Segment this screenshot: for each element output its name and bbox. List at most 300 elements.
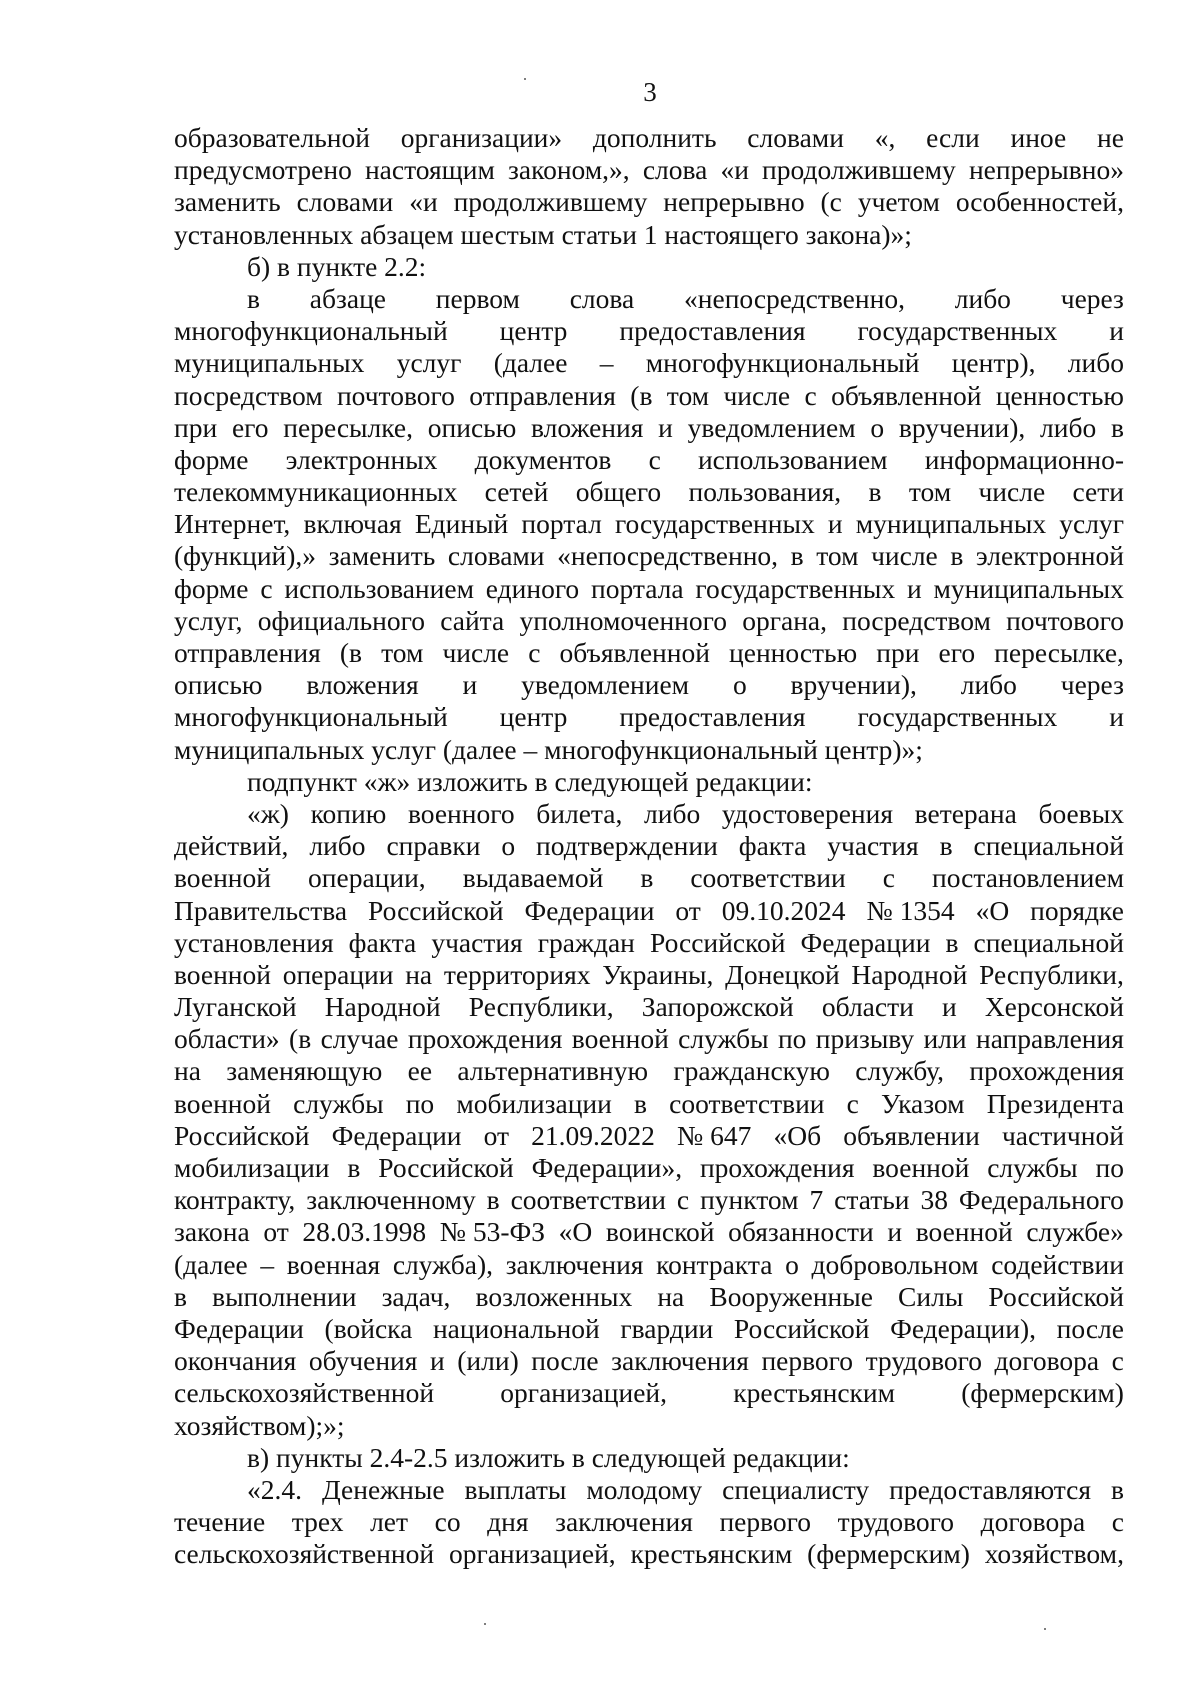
text-line: [174, 895, 1124, 927]
word: по: [405, 1087, 435, 1119]
word: (фермерским): [807, 1538, 970, 1570]
word: почтового: [336, 379, 455, 411]
word: установления: [174, 926, 334, 958]
word: государственных: [857, 701, 1058, 733]
word: военной: [915, 1216, 1013, 1248]
word: посредством: [174, 379, 323, 411]
word: в: [347, 1152, 361, 1183]
word: «непосредственно,: [684, 282, 905, 314]
word: муниципальных: [933, 572, 1124, 604]
word: от: [483, 1119, 510, 1151]
word: альтернативную: [457, 1055, 648, 1087]
word: призыву: [815, 1023, 915, 1055]
word: продолжившему: [453, 186, 648, 218]
word: (или): [457, 1345, 519, 1377]
word: и: [658, 411, 673, 443]
word: форме: [174, 572, 249, 604]
word: «О: [975, 894, 1010, 926]
word: уполномоченного: [519, 604, 727, 636]
text-line: [174, 186, 1124, 218]
word: содействии: [991, 1248, 1124, 1280]
text-line: установленных абзацем шестым статьи 1 настоящего закона)»;: [174, 218, 912, 250]
word: соответствии: [690, 862, 846, 894]
word: с: [1111, 1506, 1124, 1538]
word: окончания: [174, 1345, 297, 1377]
word: уведомлением: [521, 669, 690, 701]
text-line: [174, 830, 1124, 862]
word: «О: [558, 1216, 593, 1248]
word: направления: [976, 1023, 1124, 1055]
word: Федерации: [524, 894, 655, 926]
text-line: [174, 122, 1124, 154]
word: заменить: [174, 186, 281, 218]
word: услуг: [1059, 508, 1124, 540]
word: Интернет,: [174, 508, 291, 540]
word: (фермерским): [961, 1377, 1124, 1409]
word: продолжившему: [762, 154, 956, 186]
word: вручении),: [790, 669, 917, 701]
word: обучения: [308, 1345, 418, 1377]
word: служба),: [392, 1248, 494, 1280]
word: прохождения: [699, 1152, 855, 1183]
word: образовательной: [174, 122, 370, 153]
word: военной: [174, 1087, 271, 1119]
word: боевых: [1038, 797, 1124, 829]
word: операции,: [308, 862, 426, 894]
word: (в: [630, 379, 653, 411]
text-line: [174, 701, 1124, 733]
word: Народной: [851, 958, 968, 990]
word: предоставления: [619, 701, 806, 733]
word: Федерации»,: [531, 1152, 683, 1183]
word: специалисту: [722, 1473, 870, 1505]
word: словами: [447, 540, 545, 572]
word: пользования,: [688, 476, 842, 508]
text-line: [174, 1120, 1124, 1152]
word: включая: [303, 508, 402, 540]
word: Федерации: [174, 1312, 304, 1344]
word: о: [732, 669, 747, 701]
word: предоставляются: [889, 1473, 1091, 1505]
word: через: [1060, 669, 1124, 701]
text-line: [174, 1249, 1124, 1281]
word: непрерывно»: [968, 154, 1124, 186]
word: сети: [1072, 476, 1124, 508]
word: лет: [370, 1506, 409, 1538]
word: с: [260, 572, 273, 604]
word: сетей: [484, 476, 549, 508]
word: с: [648, 443, 661, 475]
text-line: [174, 380, 1124, 412]
word: многофункциональный: [174, 701, 448, 733]
word: мобилизации: [456, 1087, 612, 1119]
text-line: [174, 1506, 1124, 1538]
word: организации»: [400, 122, 563, 153]
word: официального: [257, 604, 425, 636]
word: закона: [174, 1216, 250, 1248]
word: Республики,: [468, 991, 614, 1023]
text-line: [174, 1184, 1124, 1216]
word: области: [821, 991, 914, 1023]
text-line: [174, 573, 1124, 605]
word: «непосредственно,: [557, 540, 779, 572]
word: билета,: [536, 797, 623, 829]
word: контракту,: [174, 1184, 296, 1216]
word: граждан: [537, 926, 635, 958]
word: числе: [871, 540, 938, 572]
text-line: [174, 315, 1124, 347]
word: службе»: [1026, 1216, 1124, 1248]
word: организацией,: [500, 1377, 668, 1409]
word: службы: [293, 1087, 384, 1119]
word: договора: [980, 1506, 1086, 1538]
word: дополнить: [592, 122, 717, 153]
word: и: [462, 669, 478, 701]
text-line: подпункт «ж» изложить в следующей редакции:: [247, 765, 813, 797]
word: 7: [809, 1184, 824, 1216]
word: многофункциональный: [174, 315, 448, 347]
word: статьи: [834, 1184, 910, 1216]
word: словами: [296, 186, 394, 218]
word: в: [174, 1280, 187, 1312]
text-line: [174, 476, 1124, 508]
word: информационно-: [924, 443, 1124, 475]
word: электронных: [285, 443, 438, 475]
word: течение: [174, 1506, 266, 1538]
word: Донецкой: [725, 958, 840, 990]
word: если: [926, 122, 980, 153]
word: военной: [872, 1152, 970, 1183]
word: о: [501, 830, 516, 862]
text-line: [174, 1055, 1124, 1087]
word: в: [1110, 411, 1124, 443]
word: Единый: [414, 508, 509, 540]
word: службы: [987, 1152, 1078, 1183]
word: Федерации: [800, 926, 931, 958]
word: в: [486, 1184, 500, 1216]
word: с: [804, 379, 817, 411]
word: «и: [720, 154, 749, 186]
word: объявлении: [843, 1119, 980, 1151]
word: предоставления: [619, 315, 806, 347]
word: и: [906, 572, 922, 604]
word: вложения: [306, 669, 419, 701]
word: военной: [174, 958, 271, 990]
word: факта: [348, 926, 417, 958]
word: Российской: [368, 894, 504, 926]
word: с: [676, 1184, 690, 1216]
word: муниципальных: [174, 347, 365, 379]
word: Российской: [378, 1152, 514, 1183]
word: вложения: [531, 411, 644, 443]
word: обязанности: [728, 1216, 874, 1248]
word: Республики,: [979, 958, 1124, 990]
word: в: [790, 540, 804, 572]
word: Федерального: [958, 1184, 1124, 1216]
word: заменить: [328, 540, 436, 572]
text-line: [174, 1538, 1124, 1570]
word: либо: [644, 797, 701, 829]
word: либо: [1067, 347, 1124, 379]
word: хозяйством,: [984, 1538, 1124, 1570]
word: службу,: [855, 1055, 945, 1087]
word: услуг: [396, 347, 462, 379]
word: Президента: [986, 1087, 1124, 1119]
word: услуг,: [174, 604, 243, 636]
text-line: [174, 991, 1124, 1023]
word: Херсонской: [984, 991, 1124, 1023]
word: с: [882, 862, 895, 894]
word: общего: [575, 476, 662, 508]
word: дня: [487, 1506, 529, 1538]
word: органа,: [742, 604, 828, 636]
word: многофункциональный: [645, 347, 920, 379]
word: прохождения: [407, 1023, 563, 1055]
word: портала: [590, 572, 684, 604]
word: пунктом: [700, 1184, 799, 1216]
word: Народной: [324, 991, 441, 1023]
word: соответствии: [510, 1184, 666, 1216]
word: либо: [960, 669, 1017, 701]
word: участия: [827, 830, 919, 862]
scan-speck: [524, 78, 526, 80]
word: числе: [978, 476, 1046, 508]
word: Федерации),: [890, 1312, 1037, 1344]
word: соответствии: [669, 1087, 825, 1119]
word: Российской: [988, 1280, 1124, 1312]
word: либо: [954, 282, 1011, 314]
word: заключения: [611, 1345, 749, 1377]
text-line: [174, 1474, 1124, 1506]
word: (функций),»: [174, 540, 317, 572]
word: том: [666, 379, 710, 411]
word: «2.4.: [247, 1473, 302, 1505]
word: в: [950, 540, 964, 572]
word: возложенных: [475, 1280, 633, 1312]
text-line: [174, 605, 1124, 637]
text-line: [174, 1023, 1124, 1055]
word: государственных: [857, 315, 1058, 347]
word: операции: [282, 958, 394, 990]
word: посредством: [842, 604, 991, 636]
word: и: [1109, 701, 1124, 733]
word: прохождения: [969, 1055, 1124, 1087]
word: использованием: [697, 443, 888, 475]
word: слова: [642, 154, 708, 186]
text-line: хозяйством);»;: [174, 1409, 345, 1441]
word: действий,: [174, 830, 289, 862]
word: военной: [174, 862, 271, 894]
word: постановлением: [932, 862, 1124, 894]
word: территориях: [443, 958, 591, 990]
text-line: [174, 637, 1124, 669]
word: законом,»,: [508, 154, 630, 186]
word: 38: [920, 1184, 948, 1216]
word: центр),: [951, 347, 1036, 379]
text-line: [174, 347, 1124, 379]
word: молодому: [586, 1473, 703, 1505]
word: единого: [485, 572, 580, 604]
word: его: [231, 411, 269, 443]
text-line: [174, 669, 1124, 701]
word: государственных: [614, 508, 815, 540]
word: описью: [427, 411, 517, 443]
word: крестьянским: [630, 1538, 793, 1570]
word: 21.09.2022: [531, 1119, 655, 1151]
word: копию: [310, 797, 387, 829]
page-number: 3: [643, 77, 657, 107]
word: объявленной: [831, 379, 982, 411]
word: (далее: [174, 1248, 248, 1280]
word: объявленной: [559, 637, 710, 668]
word: числе: [442, 637, 510, 668]
word: первого: [761, 1345, 854, 1377]
word: факта: [738, 830, 807, 862]
text-line: [174, 798, 1124, 830]
word: особенностей,: [955, 186, 1124, 218]
word: с: [1111, 1345, 1124, 1377]
text-line: б) в пункте 2.2:: [247, 250, 427, 282]
word: –: [599, 347, 614, 379]
word: в: [247, 282, 260, 314]
text-line: [174, 1345, 1124, 1377]
word: первого: [719, 1506, 812, 1538]
word: службы: [678, 1023, 769, 1055]
word: ветерана: [914, 797, 1017, 829]
word: портал: [521, 508, 602, 540]
word: организацией,: [448, 1538, 616, 1570]
word: гражданскую: [673, 1055, 830, 1087]
word: описью: [174, 669, 263, 701]
word: частичной: [1001, 1119, 1124, 1151]
word: гвардии: [620, 1312, 714, 1344]
word: Вооруженные: [709, 1280, 873, 1312]
word: от: [263, 1216, 289, 1248]
scan-speck: [1044, 1628, 1046, 1630]
word: заменяющую: [226, 1055, 383, 1087]
word: выполнении: [212, 1280, 357, 1312]
text-line: [174, 1216, 1124, 1248]
word: «,: [874, 122, 896, 153]
word: в: [1110, 1473, 1124, 1505]
word: на: [405, 958, 433, 990]
text-line: в) пункты 2.4-2.5 изложить в следующей редакции:: [247, 1441, 850, 1473]
word: задач,: [381, 1280, 451, 1312]
scan-speck: [484, 1623, 486, 1625]
word: после: [1056, 1312, 1124, 1344]
word: ценностью: [729, 637, 858, 668]
word: (в: [289, 1023, 312, 1055]
text-line: [174, 1088, 1124, 1120]
word: Силы: [898, 1280, 964, 1312]
word: по: [777, 1023, 807, 1055]
word: –: [260, 1248, 275, 1280]
word: учетом: [857, 186, 940, 218]
word: участия: [431, 926, 523, 958]
word: первом: [435, 282, 520, 314]
word: и: [941, 991, 957, 1023]
word: Российской: [733, 1312, 870, 1344]
text-line: [174, 154, 1124, 186]
word: иное: [1010, 122, 1067, 153]
word: специальной: [973, 926, 1124, 958]
word: числе: [723, 379, 791, 411]
word: 09.10.2024: [721, 894, 846, 926]
word: Российской: [174, 1119, 310, 1151]
word: Федерации: [331, 1119, 462, 1151]
word: государственных: [695, 572, 896, 604]
word: уведомлением: [687, 411, 856, 443]
word: с: [846, 1087, 859, 1119]
word: слова: [569, 282, 635, 314]
word: на: [657, 1280, 685, 1312]
word: словами: [747, 122, 844, 153]
word: Указом: [881, 1087, 965, 1119]
word: телекоммуникационных: [174, 476, 458, 508]
word: с: [528, 637, 541, 668]
word: том: [908, 476, 952, 508]
word: непрерывно: [663, 186, 805, 218]
word: электронной: [975, 540, 1124, 572]
text-line: [174, 862, 1124, 894]
word: использованием: [284, 572, 474, 604]
word: документов: [474, 443, 612, 475]
text-line: [174, 540, 1124, 572]
word: контракта: [656, 1248, 773, 1280]
word: № 647: [677, 1119, 752, 1151]
word: заключенному: [306, 1184, 476, 1216]
word: справки: [386, 830, 481, 862]
text-line: муниципальных услуг (далее – многофункциональный центр)»;: [174, 733, 923, 765]
word: пересылке,: [994, 637, 1124, 668]
word: «и: [409, 186, 438, 218]
word: центр: [499, 315, 568, 347]
word: военная: [286, 1248, 381, 1280]
word: воинской: [605, 1216, 715, 1248]
word: области»: [174, 1023, 280, 1055]
word: заключения: [555, 1506, 693, 1538]
word: после: [531, 1345, 599, 1377]
word: трудового: [837, 1506, 955, 1538]
word: Российской: [649, 926, 786, 958]
word: крестьянским: [733, 1377, 896, 1409]
word: Украины,: [602, 958, 714, 990]
word: военного: [407, 797, 515, 829]
word: о: [785, 1248, 799, 1280]
word: по: [1095, 1152, 1124, 1183]
word: форме: [174, 443, 249, 475]
word: подтверждении: [536, 830, 718, 862]
word: со: [434, 1506, 461, 1538]
word: отправления: [469, 379, 616, 411]
word: выдаваемой: [462, 862, 604, 894]
word: (далее: [493, 347, 568, 379]
word: о: [870, 411, 885, 443]
word: трех: [291, 1506, 344, 1538]
word: договора: [994, 1345, 1100, 1377]
text-line: [174, 412, 1124, 444]
word: и: [887, 1216, 903, 1248]
text-line: [174, 1377, 1124, 1409]
word: в: [634, 1087, 647, 1119]
word: мобилизации: [174, 1152, 330, 1183]
word: и: [827, 508, 843, 540]
word: «Об: [773, 1119, 822, 1151]
word: том: [816, 540, 859, 572]
text-line: [174, 1281, 1124, 1313]
word: № 53-ФЗ: [439, 1216, 546, 1248]
word: и: [429, 1345, 445, 1377]
